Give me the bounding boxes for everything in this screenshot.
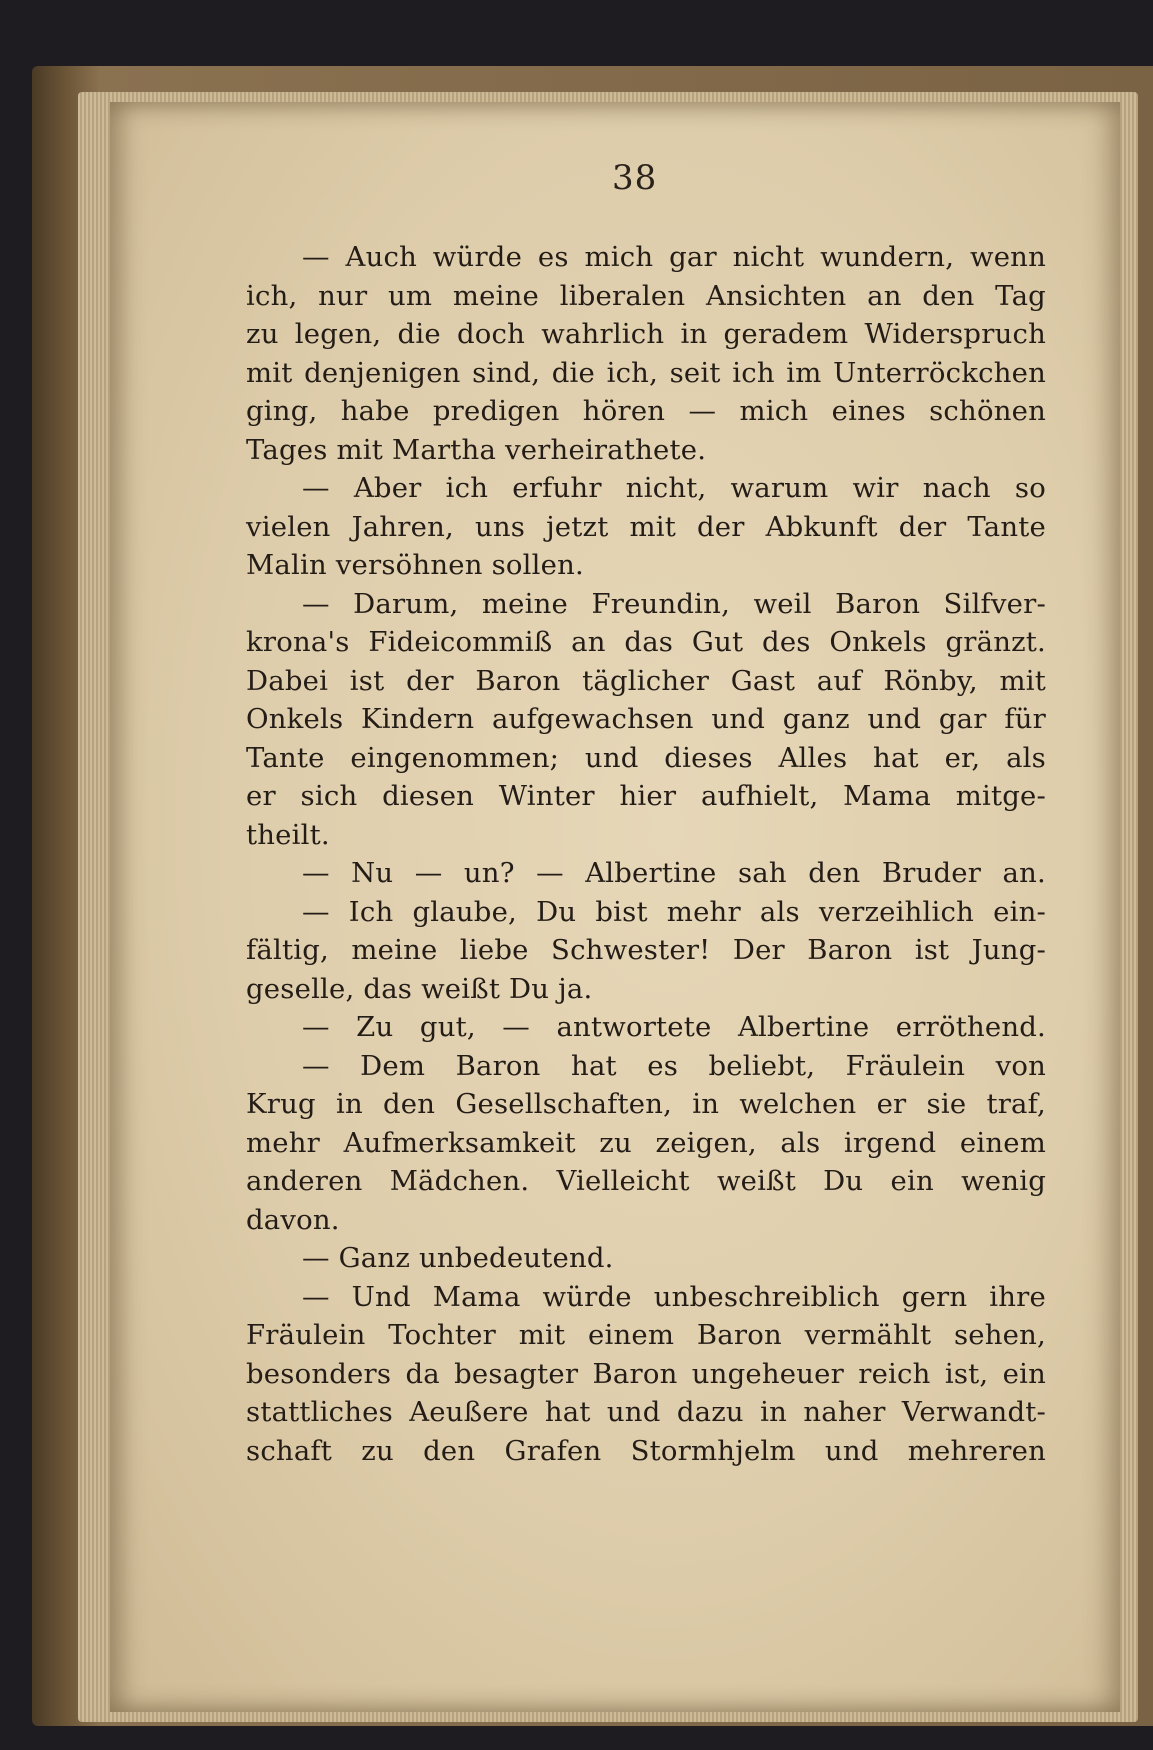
text-line: Dabei ist der Baron täglicher Gast auf Rönby, mit bbox=[246, 664, 1046, 697]
text-line: schaft zu den Grafen Stormhjelm und mehreren bbox=[246, 1434, 1046, 1467]
text-line: stattliches Aeußere hat und dazu in naher Verwandt- bbox=[246, 1396, 1046, 1428]
text-line: mit denjenigen sind, die ich, seit ich im Unterröckchen bbox=[246, 356, 1046, 389]
text-line: — Auch würde es mich gar nicht wundern, wenn bbox=[302, 241, 1046, 273]
page-text-block bbox=[246, 238, 1046, 1470]
text-line: anderen Mädchen. Vielleicht weißt Du ein wenig bbox=[246, 1165, 1046, 1197]
text-line: mehr Aufmerksamkeit zu zeigen, als irgend einem bbox=[246, 1126, 1046, 1159]
text-line: ich, nur um meine liberalen Ansichten an den Tag bbox=[246, 279, 1046, 312]
text-line: besonders da besagter Baron ungeheuer reich ist, ein bbox=[246, 1357, 1046, 1390]
text-line: zu legen, die doch wahrlich in geradem Widerspruch bbox=[246, 318, 1046, 350]
text-line: Malin versöhnen sollen. bbox=[246, 549, 584, 581]
text-line: theilt. bbox=[246, 818, 330, 851]
text-line: geselle, das weißt Du ja. bbox=[246, 972, 593, 1005]
text-line: — Ganz unbedeutend. bbox=[302, 1242, 614, 1274]
text-line: — Ich glaube, Du bist mehr als verzeihlich ein- bbox=[302, 895, 1046, 928]
text-line: Tages mit Martha verheirathete. bbox=[246, 433, 707, 466]
text-line: krona's Fideicommiß an das Gut des Onkels gränzt. bbox=[246, 626, 1046, 658]
text-line: — Nu — un? — Albertine sah den Bruder an. bbox=[302, 857, 1046, 889]
text-line: — Zu gut, — antwortete Albertine erröthend. bbox=[302, 1011, 1046, 1043]
page-number: 38 bbox=[612, 158, 658, 198]
text-line: Onkels Kindern aufgewachsen und ganz und gar für bbox=[246, 703, 1046, 735]
text-line: Krug in den Gesellschaften, in welchen er sie traf, bbox=[246, 1088, 1046, 1120]
text-line: fältig, meine liebe Schwester! Der Baron ist Jung- bbox=[246, 934, 1046, 966]
text-line: Fräulein Tochter mit einem Baron vermählt sehen, bbox=[246, 1319, 1046, 1351]
text-line: — Dem Baron hat es beliebt, Fräulein von bbox=[302, 1049, 1046, 1082]
text-line: vielen Jahren, uns jetzt mit der Abkunft der Tante bbox=[246, 510, 1046, 543]
text-line: davon. bbox=[246, 1203, 340, 1236]
text-line: Tante eingenommen; und dieses Alles hat er, als bbox=[246, 741, 1046, 774]
text-line: er sich diesen Winter hier aufhielt, Mama mitge- bbox=[246, 780, 1046, 812]
text-line: — Aber ich erfuhr nicht, warum wir nach so bbox=[302, 472, 1046, 504]
text-line: ging, habe predigen hören — mich eines schönen bbox=[246, 395, 1046, 427]
text-line: — Darum, meine Freundin, weil Baron Silfver- bbox=[302, 587, 1046, 620]
text-line: — Und Mama würde unbeschreiblich gern ihre bbox=[302, 1280, 1046, 1313]
